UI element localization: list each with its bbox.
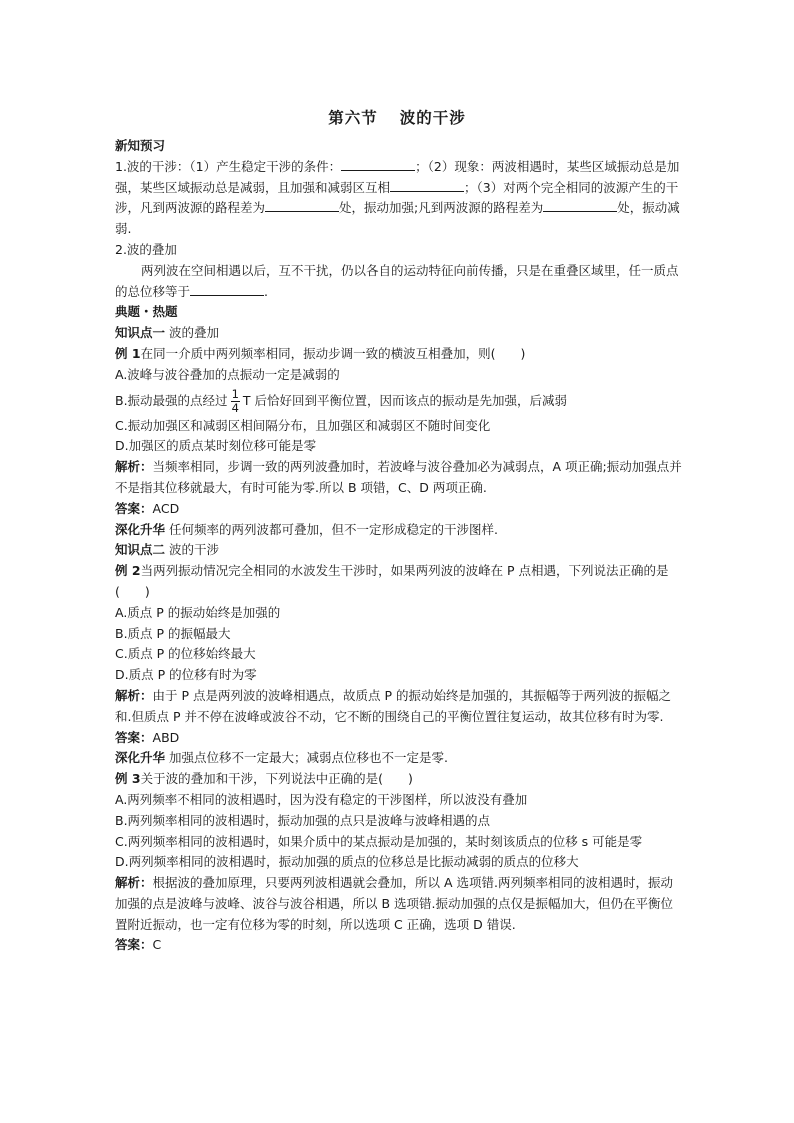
section-heading: 典题・热题 <box>115 304 178 320</box>
ex3-stem-text: 关于波的叠加和干涉，下列说法中正确的是( ) <box>140 771 413 787</box>
ex1-label: 例 1 <box>115 345 141 361</box>
example-2-stem <box>115 561 683 603</box>
ex2-option-b: B.质点 P 的振幅最大 <box>115 625 231 641</box>
ex3-analysis <box>115 873 683 935</box>
item1-text-a: 1.波的干涉：（1）产生稳定干涉的条件： <box>115 158 342 174</box>
ex2-deep-label: 深化升华 <box>115 750 166 766</box>
ex1-deep-text: 任何频率的两列波都可叠加，但不一定形成稳定的干涉图样. <box>165 521 498 537</box>
ex3-analysis-text: 根据波的叠加原理，只要两列波相遇就会叠加，所以 A 选项错.两列频率相同的波相遇时，振动加强的点是波峰与波峰、波谷与波谷相遇，所以 B 选项错.振动加强的点仅是振幅加大，但仍在平衡位置附近振动，也一定有位移为零的时刻，所以选项 C 正确，选项 D 错误. <box>115 875 673 932</box>
answer-blank <box>543 198 617 212</box>
knowledge-point-1 <box>115 323 683 344</box>
ex1-option-b <box>115 386 683 416</box>
ex2-option-a: A.质点 P 的振动始终是加强的 <box>115 604 281 620</box>
ex1-deep-label: 深化升华 <box>115 521 166 537</box>
kp1-label: 知识点一 <box>115 325 166 341</box>
ex2-deepening <box>115 748 683 769</box>
ex2-answer <box>115 728 683 749</box>
example-1-stem <box>115 344 683 365</box>
answer-blank <box>190 282 264 296</box>
ex3-analysis-label: 解析： <box>115 875 153 891</box>
ex3-answer-value: C <box>152 937 162 953</box>
preview-item-2-text <box>115 261 683 303</box>
ex3-option-d: D.两列频率相同的波相遇时，振动加强的质点的位移总是比振动减弱的质点的位移大 <box>115 854 579 870</box>
item1-text-e: 处，振动减弱. <box>115 200 680 237</box>
kp2-label: 知识点二 <box>115 542 166 558</box>
answer-blank <box>265 198 339 212</box>
ex1-optb-pre: B.振动最强的点经过 <box>115 392 228 408</box>
preview-item-2-title: 2.波的叠加 <box>115 241 177 257</box>
answer-blank <box>390 178 464 192</box>
ex2-option-d: D.质点 P 的位移有时为零 <box>115 667 257 683</box>
kp2-title: 波的干涉 <box>165 542 219 558</box>
ex2-analysis-label: 解析： <box>115 687 153 703</box>
document-body <box>115 136 683 956</box>
ex1-option-a: A.波峰与波谷叠加的点振动一定是减弱的 <box>115 366 340 382</box>
ex1-answer-label: 答案： <box>115 500 153 516</box>
ex1-answer <box>115 499 683 520</box>
ex1-answer-value: ACD <box>152 500 180 516</box>
ex3-label: 例 3 <box>115 771 141 787</box>
fraction-one-quarter <box>231 388 240 415</box>
title-section-number: 第六节 <box>328 108 378 127</box>
item1-text-b: ；（2）现象：两波相遇时，某些区域振动总是加强，某些区域振动总是减弱，且加强和减弱区互相 <box>115 158 680 195</box>
title-topic: 波的干涉 <box>399 108 466 127</box>
ex2-answer-value: ABD <box>152 729 180 745</box>
fraction-numerator: 1 <box>231 386 239 401</box>
ex1-analysis-label: 解析： <box>115 459 153 475</box>
item2-text: 两列波在空间相遇以后，互不干扰，仍以各自的运动特征向前传播，只是在重叠区域里，任一质点的总位移等于 <box>115 262 679 299</box>
ex2-option-c: C.质点 P 的位移始终最大 <box>115 646 256 662</box>
page-title <box>0 106 794 128</box>
ex2-analysis <box>115 686 683 728</box>
ex1-analysis-text: 当频率相同，步调一致的两列波叠加时，若波峰与波谷叠加必为减弱点，A 项正确;振动加强点并不是指其位移就最大，有时可能为零.所以 B 项错，C、D 两项正确. <box>115 459 682 495</box>
answer-blank <box>341 157 415 171</box>
ex3-option-b: B.两列频率相同的波相遇时，振动加强的点只是波峰与波峰相遇的点 <box>115 812 491 828</box>
fraction-denominator: 4 <box>231 400 239 415</box>
ex2-answer-label: 答案： <box>115 729 153 745</box>
ex1-optb-post: T 后恰好回到平衡位置，因而该点的振动是先加强，后减弱 <box>242 392 568 408</box>
ex3-answer-label: 答案： <box>115 937 153 953</box>
ex1-option-c: C.振动加强区和减弱区相间隔分布，且加强区和减弱区不随时间变化 <box>115 417 491 433</box>
ex3-option-a: A.两列频率不相同的波相遇时，因为没有稳定的干涉图样，所以波没有叠加 <box>115 791 528 807</box>
ex1-stem-text: 在同一介质中两列频率相同，振动步调一致的横波互相叠加，则( ) <box>140 345 526 361</box>
item1-text-c: ；（3）对两个完全相同的波源产生的干涉，凡到两波源的路程差为 <box>115 179 679 216</box>
ex3-answer <box>115 935 683 956</box>
ex2-stem-text: 当两列振动情况完全相同的水波发生干涉时，如果两列波的波峰在 P 点相遇，下列说法正确的是( ) <box>115 563 669 599</box>
ex2-label: 例 2 <box>115 563 141 579</box>
ex2-analysis-text: 由于 P 点是两列波的波峰相遇点，故质点 P 的振动始终是加强的，其振幅等于两列波的振幅之和.但质点 P 并不停在波峰或波谷不动，它不断的围绕自己的平衡位置往复运动，故其位移有时为零. <box>115 687 671 724</box>
ex2-deep-text: 加强点位移不一定最大；减弱点位移也不一定是零. <box>165 750 448 766</box>
kp1-title: 波的叠加 <box>165 325 219 341</box>
preview-heading: 新知预习 <box>115 138 166 153</box>
item1-text-d: 处，振动加强;凡到两波源的路程差为 <box>339 200 544 216</box>
ex1-deepening <box>115 520 683 541</box>
preview-item-1 <box>115 157 683 240</box>
item2-end: . <box>264 283 268 299</box>
ex3-option-c: C.两列频率相同的波相遇时，如果介质中的某点振动是加强的，某时刻该质点的位移 s 可能是零 <box>115 833 643 849</box>
example-3-stem <box>115 769 683 790</box>
ex1-option-d: D.加强区的质点某时刻位移可能是零 <box>115 438 317 454</box>
knowledge-point-2 <box>115 540 683 561</box>
ex1-analysis <box>115 457 683 499</box>
